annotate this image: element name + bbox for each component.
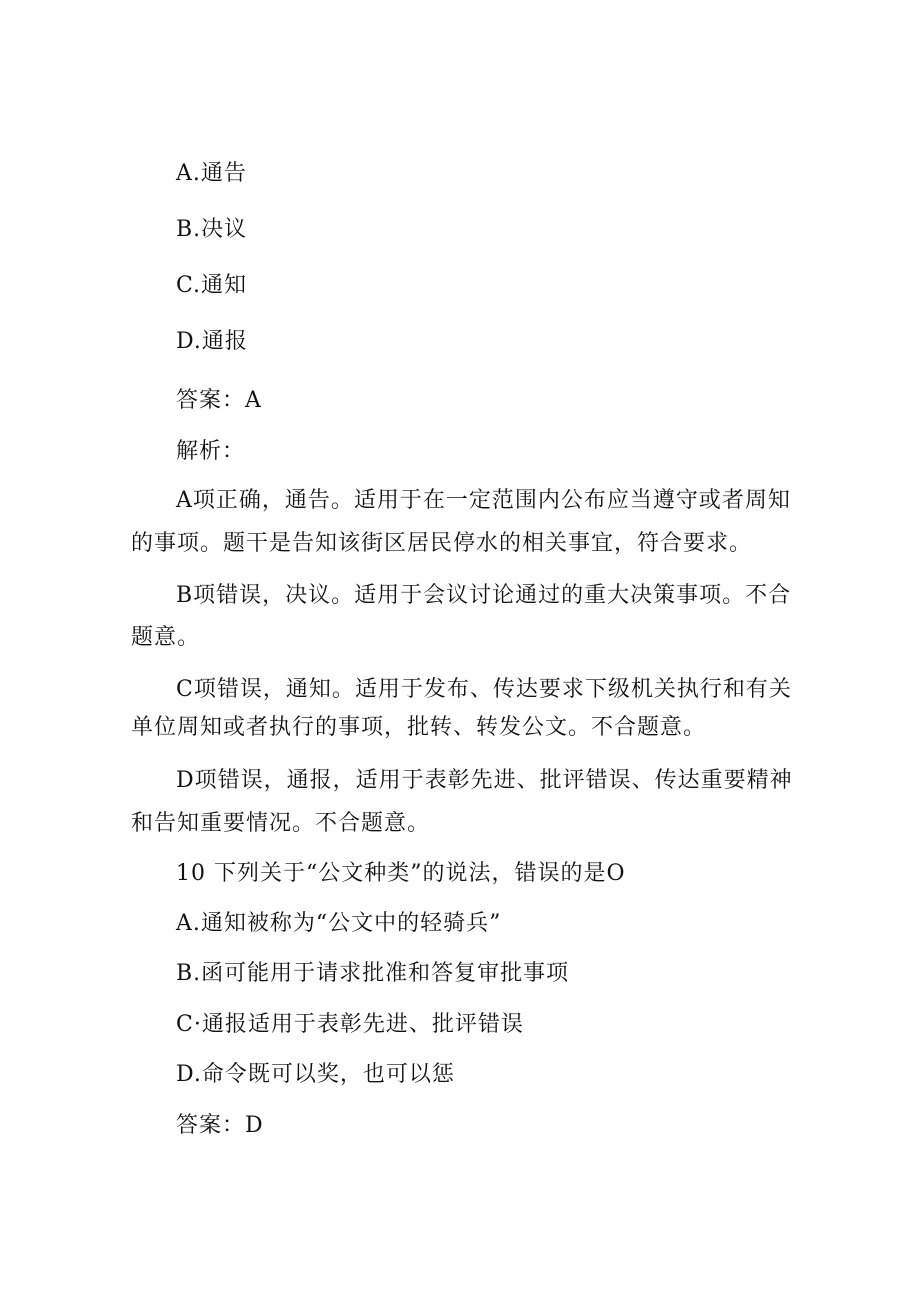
q9-analysis-a-line1: A项正确，通告。适用于在一定范围内公布应当遵守或者周知 (176, 488, 791, 513)
q9-analysis-d-line1: D项错误，通报，适用于表彰先进、批评错误、传达重要精神 (176, 768, 793, 793)
q9-analysis-b-line2: 题意。 (131, 625, 201, 650)
q10-option-d: D.命令既可以奖，也可以惩 (176, 1062, 455, 1087)
q9-option-d: D.通报 (176, 329, 248, 354)
q9-analysis-d-line2: 和告知重要情况。不合题意。 (131, 811, 431, 836)
q10-question: 10 下列关于“公文种类”的说法，错误的是O (176, 861, 626, 886)
q9-analysis-b-line1: B项错误，决议。适用于会议讨论通过的重大决策事项。不合 (176, 583, 792, 608)
q9-option-b: B.决议 (176, 217, 248, 242)
q9-analysis-c-line2: 单位周知或者执行的事项，批转、转发公文。不合题意。 (131, 715, 707, 740)
q9-analysis-c-line1: C项错误，通知。适用于发布、传达要求下级机关执行和有关 (176, 677, 792, 702)
q9-analysis-a-line2: 的事项。题干是告知该街区居民停水的相关事宜，符合要求。 (131, 531, 753, 556)
q10-answer: 答案：D (176, 1113, 264, 1138)
q9-option-c: C.通知 (176, 273, 248, 298)
q9-answer: 答案：A (176, 388, 262, 413)
q9-analysis-label: 解析： (176, 439, 246, 464)
q10-option-a: A.通知被称为“公文中的轻骑兵” (176, 911, 502, 936)
q10-option-c: C·通报适用于表彰先进、批评错误 (176, 1012, 524, 1037)
q10-option-b: B.函可能用于请求批准和答复审批事项 (176, 961, 570, 986)
q9-option-a: A.通告 (176, 161, 247, 186)
